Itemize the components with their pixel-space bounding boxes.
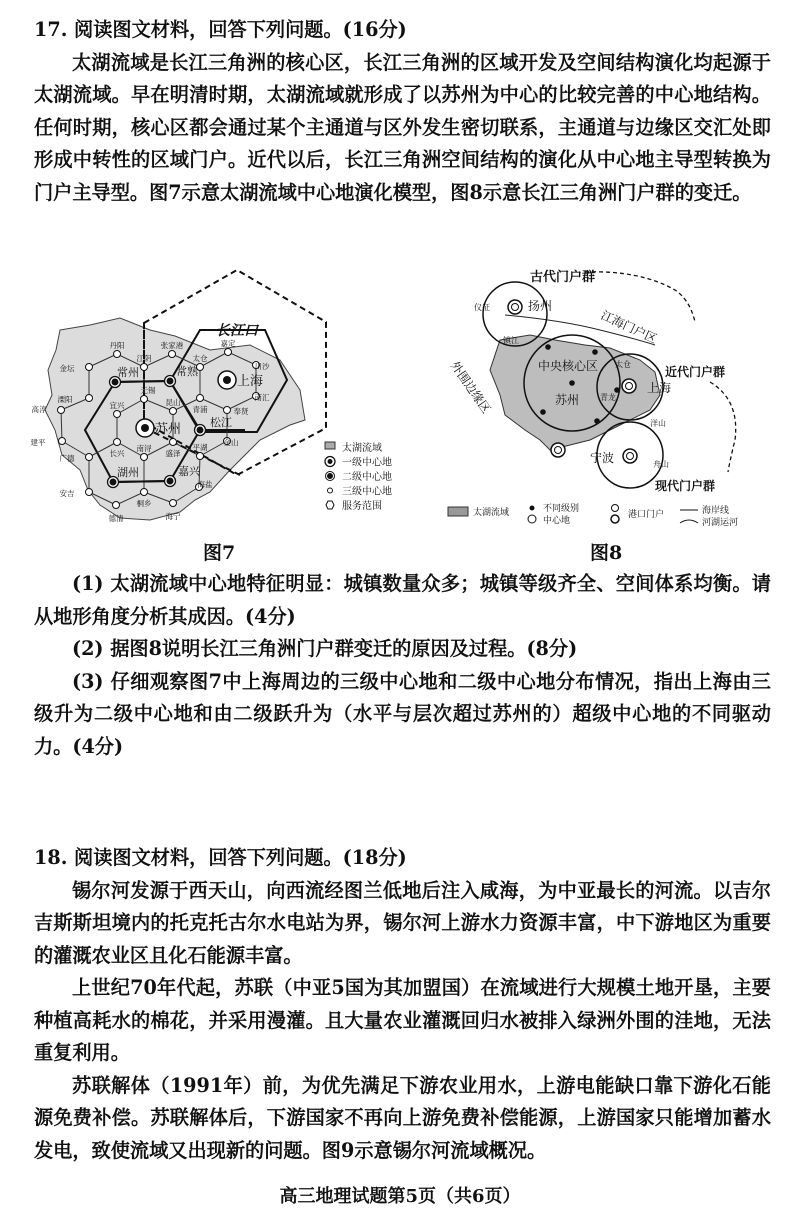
tertiary-center-label: 宜兴: [109, 401, 125, 410]
legend-label: 二级中心地: [342, 472, 392, 483]
legend-label: 太湖流域: [342, 443, 382, 454]
question-17-material: [34, 14, 771, 209]
question-17-1: (1) 太湖流域中心地特征明显：城镇数量众多；城镇等级齐全、空间体系均衡。请从地形角度分析其成因。(4分): [34, 572, 771, 628]
primary-center-label: 上海: [237, 374, 264, 389]
yangtze-estuary-label: 长江口: [216, 323, 258, 339]
figure-8-label: 苏州: [555, 393, 580, 407]
tertiary-center-label: 张家港: [160, 341, 184, 350]
tertiary-center-marker: [114, 411, 121, 418]
primary-center-dot: [223, 376, 231, 384]
figure-8-label: 镇江: [503, 336, 519, 345]
center-place-dot: [614, 387, 620, 393]
secondary-link: [113, 481, 170, 482]
tertiary-center-label: 盛泽: [165, 449, 181, 458]
question-18-paragraph-2: 上世纪70年代起，苏联（中亚5国为其加盟国）在流域进行大规模土地开垦，主要种植高耗水的棉花，并采用漫灌。且大量农业灌溉回归水被排入绿洲外围的洼地，无法重复利用。: [34, 976, 771, 1064]
tertiary-center-label: 溧阳: [57, 395, 73, 404]
question-18-material: [34, 842, 771, 1167]
tertiary-center-marker: [170, 439, 177, 446]
tertiary-center-marker: [113, 502, 120, 509]
primary-center-label: 苏州: [155, 422, 182, 437]
secondary-center-label: 松江: [210, 416, 232, 429]
tertiary-center-label: 南浔: [136, 444, 152, 453]
secondary-center-dot: [167, 478, 174, 485]
legend-label: 港口门户: [628, 510, 665, 520]
secondary-center-label: 嘉兴: [178, 465, 200, 478]
legend-tertiary-icon: [328, 488, 333, 493]
tertiary-center-label: 建平: [30, 438, 46, 447]
tertiary-center-marker: [141, 396, 148, 403]
tertiary-center-marker: [114, 351, 121, 358]
page-footer: 高三地理试题第5页（共6页）: [279, 1186, 521, 1207]
primary-center-dot: [141, 424, 149, 432]
figure-8-label: 青龙: [600, 393, 616, 402]
legend-taihu-swatch: [448, 507, 468, 516]
figure-7-map: [30, 262, 430, 532]
question-18-title: 18. 阅读图文材料，回答下列问题。(18分): [34, 846, 407, 869]
tertiary-center-label: 奉贤: [233, 407, 249, 416]
tertiary-center-label: 江阴: [136, 354, 152, 363]
figure-8-label: 江海门户区: [598, 308, 660, 347]
port-gateway-inner: [627, 453, 634, 460]
tertiary-center-label: 广德: [59, 454, 75, 463]
figure-8-label: 仪征: [474, 303, 490, 312]
tertiary-center-marker: [169, 351, 176, 358]
figure-8-label: 舟山: [653, 460, 669, 469]
tertiary-center-label: 川沙: [254, 362, 270, 371]
question-17-title: 17. 阅读图文材料，回答下列问题。(16分): [34, 18, 407, 41]
tertiary-center-marker: [59, 438, 66, 445]
figure-8-label: 外围边缘区: [447, 358, 494, 416]
question-17-subquestions: [34, 568, 771, 763]
tertiary-center-marker: [58, 407, 65, 414]
figure-8-caption: 图8: [590, 542, 623, 564]
tertiary-center-label: 青浦: [192, 405, 208, 414]
secondary-center-dot: [112, 379, 119, 386]
figure-8-label: 近代门户群: [665, 365, 726, 379]
secondary-center-label: 常州: [117, 366, 139, 379]
port-gateway-inner: [555, 447, 562, 454]
secondary-center-dot: [197, 427, 204, 434]
legend-label: 三级中心地: [342, 486, 392, 498]
legend-label: 不同级别: [543, 504, 580, 514]
legend-taihu-swatch: [325, 442, 335, 449]
tertiary-center-label: 海盐: [197, 480, 213, 489]
tertiary-center-label: 丹阳: [109, 341, 125, 350]
secondary-center-dot: [110, 479, 117, 486]
secondary-center-dot: [167, 378, 174, 385]
legend-center-dot: [530, 506, 535, 511]
tertiary-center-label: 嘉定: [220, 339, 236, 348]
tertiary-center-label: 高淳: [31, 405, 47, 414]
legend-label: 海岸线: [702, 506, 730, 516]
shift-arrow-2: [710, 382, 736, 472]
question-18-paragraph-1: 锡尔河发源于西天山，向西流经图兰低地后注入咸海，为中亚最长的河流。以吉尔吉斯斯坦境内的托克托古尔水电站为界，锡尔河上游水力资源丰富，中下游地区为重要的灌溉农业区且化石能源丰富。: [34, 878, 771, 967]
secondary-center-label: 湖州: [117, 466, 139, 479]
center-place-dot: [540, 409, 546, 415]
tertiary-center-label: 海宁: [165, 512, 181, 521]
question-17-3: (3) 仔细观察图7中上海周边的三级中心地和二级中心地分布情况，指出上海由三级升为二级中心地和由二级跃升为（水平与层次超过苏州的）超级中心地的不同驱动力。(4分): [34, 669, 771, 758]
legend-secondary-dot: [327, 473, 333, 479]
tertiary-center-label: 平湖: [192, 443, 208, 452]
tertiary-center-marker: [197, 395, 204, 402]
tertiary-center-marker: [114, 439, 121, 446]
tertiary-center-label: 桐乡: [136, 499, 152, 508]
legend-label: 一级中心地: [342, 457, 392, 469]
legend-river-icon: [680, 520, 698, 523]
figure-8-label: 中央核心区: [538, 359, 599, 373]
secondary-center-label: 常熟: [176, 365, 198, 378]
tertiary-center-label: 无锡: [140, 386, 156, 395]
tertiary-center-label: 昆山: [165, 398, 181, 407]
legend-label: 太湖流域: [473, 508, 510, 518]
tertiary-center-label: 长兴: [109, 449, 125, 458]
tertiary-center-marker: [86, 454, 93, 461]
figure-8-label: 古代门户群: [530, 270, 596, 285]
legend-port-icon-1: [612, 505, 619, 512]
tertiary-center-marker: [197, 453, 204, 460]
question-17-paragraph: 太湖流域是长江三角洲的核心区，长江三角洲的区域开发及空间结构演化均起源于太湖流域。早在明清时期，太湖流域就形成了以苏州为中心的比较完善的中心地结构。任何时期，核心区都会通过某个主通道与区外发生密切联系，主通道与边缘区交汇处即形成中转性的区域门户。近代以后，长江三角洲空间结构的演化从中心地主导型转换为门户主导型。图7示意太湖流域中心地演化模型，图8示意长江三角洲门户群的变迁。: [34, 50, 771, 204]
secondary-link: [115, 381, 170, 382]
tertiary-center-label: 南汇: [254, 393, 270, 402]
figure-8-label: 宁波: [590, 451, 615, 465]
figure-7-caption: 图7: [203, 542, 236, 564]
center-place-dot: [569, 380, 575, 386]
center-place-dot: [594, 418, 600, 424]
legend-label: 中心地: [543, 516, 571, 526]
tertiary-center-marker: [141, 489, 148, 496]
tertiary-center-marker: [170, 408, 177, 415]
center-place-dot: [545, 344, 551, 350]
question-17-2: (2) 据图8说明长江三角洲门户群变迁的原因及过程。(8分): [72, 637, 578, 660]
port-gateway-inner: [626, 383, 633, 390]
figure-8-label: 洋山: [650, 419, 666, 428]
question-18-paragraph-3: 苏联解体（1991年）前，为优先满足下游农业用水，上游电能缺口靠下游化石能源免费补偿。苏联解体后，下游国家不再向上游免费补偿能源，上游国家只能增加蓄水发电，致使流域又出现新的问题。图9示意锡尔河流域概况。: [34, 1073, 771, 1162]
figure-8-label: 扬州: [528, 299, 553, 313]
tertiary-center-marker: [224, 407, 231, 414]
legend-primary-dot: [328, 459, 333, 464]
figure-8-label: 太仓: [615, 360, 631, 369]
legend-port-icon-2: [611, 515, 619, 523]
center-place-dot: [592, 349, 598, 355]
legend-label: 服务范围: [342, 501, 382, 512]
tertiary-center-marker: [86, 395, 93, 402]
tertiary-center-marker: [141, 454, 148, 461]
legend-hexagon-icon: [326, 501, 334, 509]
legend-center-ring: [528, 515, 536, 523]
port-gateway-inner: [512, 304, 519, 311]
tertiary-center-marker: [86, 364, 93, 371]
figure-8-label: 现代门户群: [655, 479, 716, 493]
tertiary-center-label: 金山: [223, 438, 239, 447]
tertiary-center-label: 德清: [108, 514, 124, 523]
tertiary-center-label: 金坛: [59, 364, 75, 373]
tertiary-center-marker: [225, 349, 232, 356]
tertiary-center-marker: [86, 489, 93, 496]
tertiary-center-label: 太仓: [192, 354, 208, 363]
figure-8-map: [430, 262, 775, 532]
figure-8-label: 上海: [647, 381, 672, 395]
tertiary-center-marker: [170, 500, 177, 507]
legend-label: 河湖运河: [702, 518, 739, 528]
tertiary-center-label: 安吉: [59, 489, 75, 498]
tertiary-center-marker: [141, 364, 148, 371]
